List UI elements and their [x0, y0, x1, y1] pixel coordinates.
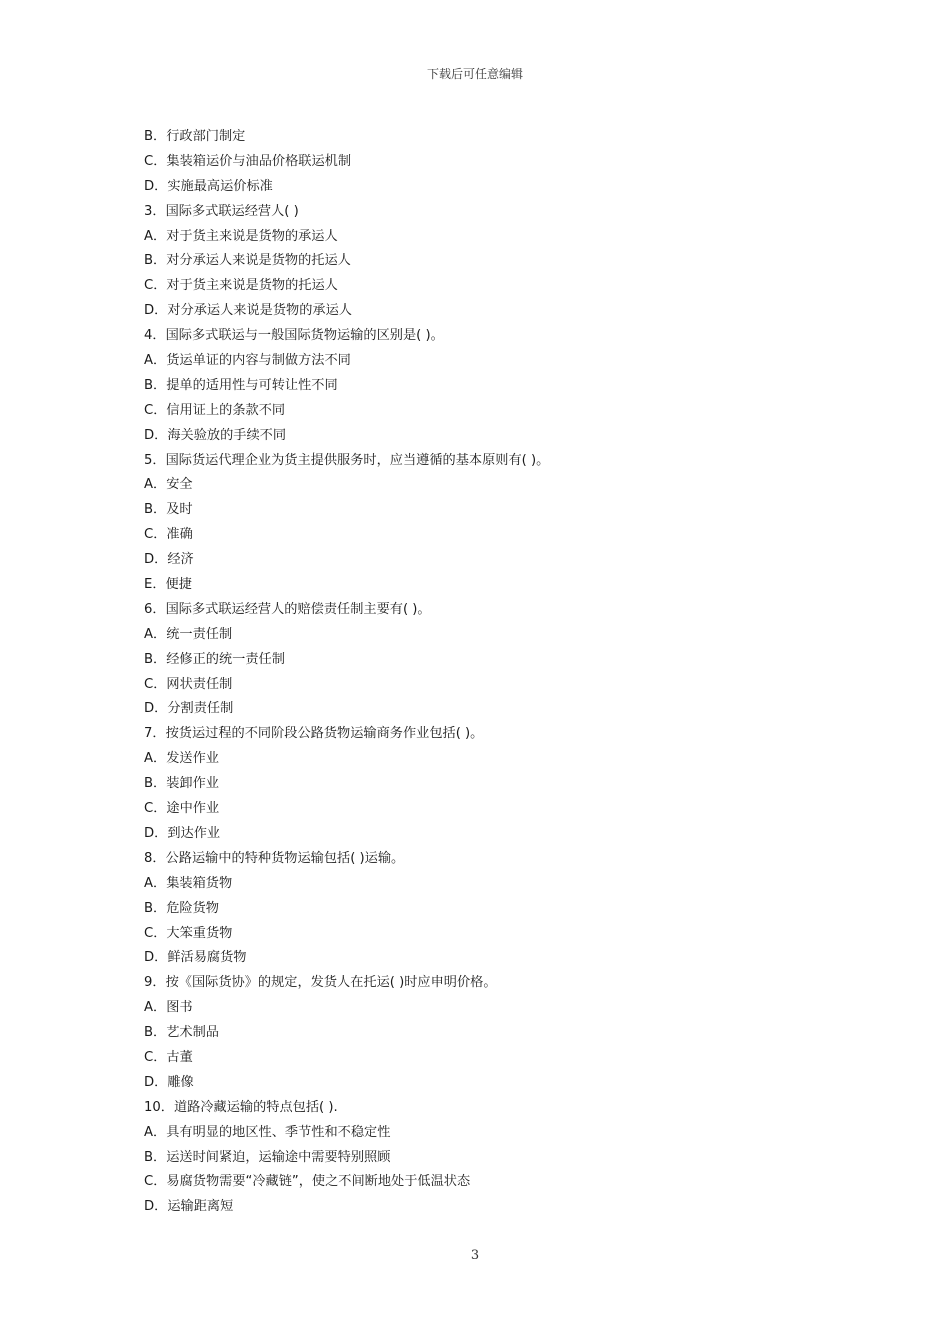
option-line: A．图书 [144, 1000, 193, 1016]
option-line: A．具有明显的地区性、季节性和不稳定性 [144, 1124, 391, 1140]
option-line: D．分割责任制 [144, 701, 234, 717]
option-line: B．及时 [144, 502, 193, 518]
question-line: 9．按《国际货协》的规定，发货人在托运( )时应申明价格。 [144, 975, 497, 991]
option-line: A．对于货主来说是货物的承运人 [144, 228, 338, 244]
option-line: C．准确 [144, 527, 193, 543]
option-line: D．海关验放的手续不同 [144, 427, 287, 443]
text-line: D．实施最高运价标准 [144, 178, 273, 194]
option-line: C．古董 [144, 1049, 193, 1065]
document-body [144, 125, 824, 1220]
option-line: B．对分承运人来说是货物的托运人 [144, 253, 351, 269]
option-line: B．装卸作业 [144, 776, 219, 792]
question-line: 3．国际多式联运经营人( ) [144, 203, 299, 219]
option-line: C．大笨重货物 [144, 925, 233, 941]
text-line: C．集装箱运价与油品价格联运机制 [144, 153, 352, 169]
option-line: B．经修正的统一责任制 [144, 651, 285, 667]
option-line: D．雕像 [144, 1074, 194, 1090]
option-line: D．运输距离短 [144, 1199, 234, 1215]
question-line: 5．国际货运代理企业为货主提供服务时，应当遵循的基本原则有( )。 [144, 452, 550, 468]
question-line: 4．国际多式联运与一般国际货物运输的区别是( )。 [144, 328, 444, 344]
option-line: A．安全 [144, 477, 193, 493]
page-number: 3 [470, 1248, 480, 1263]
question-line: 10．道路冷藏运输的特点包括( ). [144, 1099, 338, 1115]
option-line: E．便捷 [144, 577, 192, 593]
option-line: D．经济 [144, 552, 194, 568]
option-line: D．对分承运人来说是货物的承运人 [144, 303, 352, 319]
option-line: C．对于货主来说是货物的托运人 [144, 278, 338, 294]
option-line: A．集装箱货物 [144, 875, 233, 891]
option-line: B．危险货物 [144, 900, 219, 916]
question-line: 7．按货运过程的不同阶段公路货物运输商务作业包括( )。 [144, 726, 484, 742]
text-line: B．行政部门制定 [144, 129, 246, 144]
option-line: A．统一责任制 [144, 626, 233, 642]
option-line: C．易腐货物需要“冷藏链”，使之不间断地处于低温状态 [144, 1174, 471, 1190]
option-line: B．运送时间紧迫，运输途中需要特别照顾 [144, 1149, 391, 1165]
option-line: D．鲜活易腐货物 [144, 950, 247, 966]
option-line: A．发送作业 [144, 751, 219, 767]
question-line: 6．国际多式联运经营人的赔偿责任制主要有( )。 [144, 601, 431, 617]
page-header: 下载后可任意编辑 [426, 67, 523, 81]
option-line: C．途中作业 [144, 801, 220, 817]
question-line: 8．公路运输中的特种货物运输包括( )运输。 [144, 850, 405, 866]
option-line: B．提单的适用性与可转让性不同 [144, 377, 338, 393]
option-line: C．信用证上的条款不同 [144, 402, 286, 418]
option-line: D．到达作业 [144, 825, 221, 841]
option-line: B．艺术制品 [144, 1025, 219, 1041]
option-line: A．货运单证的内容与制做方法不同 [144, 353, 351, 369]
option-line: C．网状责任制 [144, 676, 233, 692]
